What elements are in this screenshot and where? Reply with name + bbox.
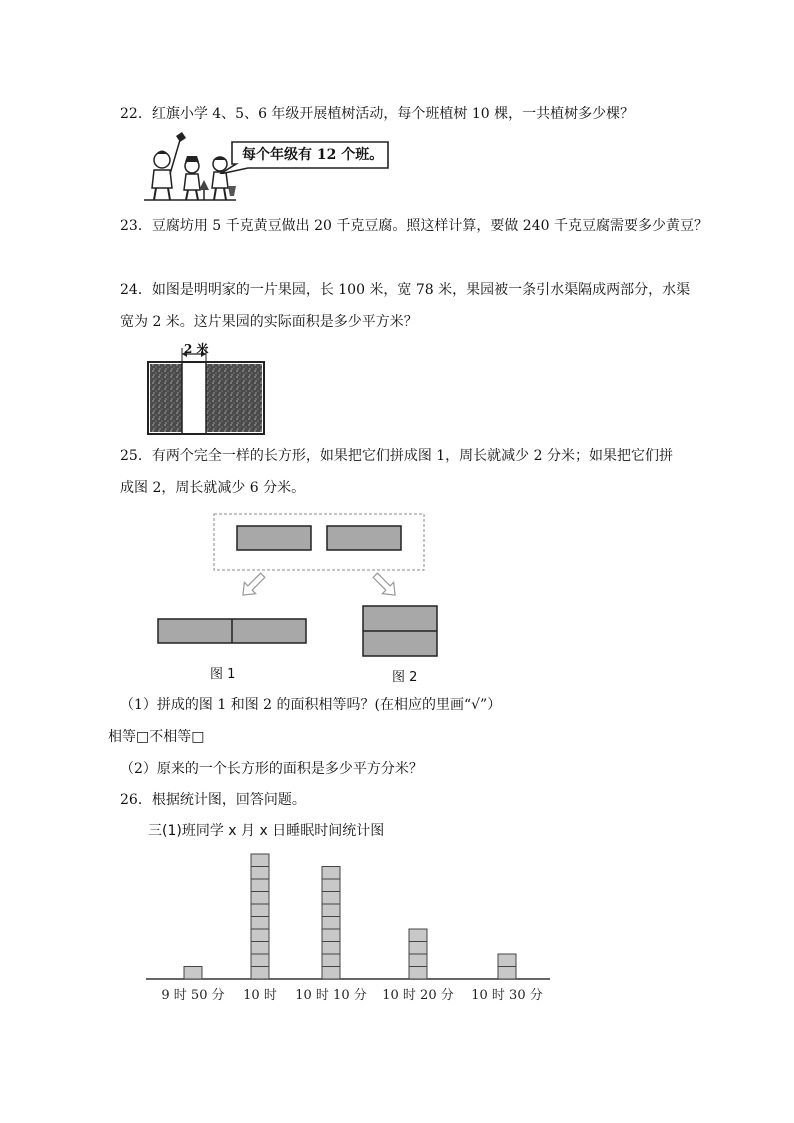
canal-width-label: 2 米: [184, 342, 209, 356]
question-25-line2: 成图 2，周长就减少 6 分米。: [120, 480, 306, 496]
bar-2: [251, 854, 269, 979]
bar-unit: [251, 867, 269, 880]
bar-unit: [322, 892, 340, 905]
bar-unit: [322, 942, 340, 955]
bar-3: [322, 867, 340, 980]
bar-unit: [251, 879, 269, 892]
question-26-text: 26．根据统计图，回答问题。: [120, 792, 306, 808]
bar-unit: [409, 967, 427, 980]
x-tick-label: 10 时: [243, 988, 277, 1003]
bar-1: [184, 967, 202, 980]
bar-unit: [251, 904, 269, 917]
bar-unit: [251, 954, 269, 967]
bar-unit: [498, 954, 516, 967]
bar-unit: [322, 867, 340, 880]
bar-unit: [322, 967, 340, 980]
bar-unit: [322, 879, 340, 892]
speech-bubble-text: 每个年级有 12 个班。: [242, 147, 384, 163]
x-tick-label: 10 时 10 分: [295, 988, 367, 1003]
chart-title: 三(1)班同学 x 月 x 日睡眠时间统计图: [148, 823, 385, 839]
question-23-text: 23．豆腐坊用 5 千克黄豆做出 20 千克豆腐。照这样计算，要做 240 千克豆腐需要多少黄豆？: [120, 218, 708, 234]
orchard-figure: [146, 340, 268, 436]
bar-unit: [184, 967, 202, 980]
bar-unit: [251, 917, 269, 930]
sleep-time-bar-chart: [140, 840, 560, 1010]
question-25-sub1: （1）拼成的图 1 和图 2 的面积相等吗？(在相应的里画“√”）: [120, 697, 502, 713]
question-25-line1: 25．有两个完全一样的长方形，如果把它们拼成图 1，周长就减少 2 分米；如果把它们拼: [120, 448, 673, 464]
original-rectangle-2: [327, 526, 401, 550]
figure1-label: 图 1: [210, 667, 236, 682]
bar-unit: [251, 967, 269, 980]
bar-unit: [251, 892, 269, 905]
bar-unit: [322, 929, 340, 942]
arrow-to-figure2-icon: [370, 570, 401, 601]
arrow-to-figure1-icon: [237, 570, 268, 601]
bar-unit: [251, 854, 269, 867]
x-tick-label: 10 时 30 分: [471, 988, 543, 1003]
speech-bubble: [232, 140, 390, 168]
bar-unit: [322, 917, 340, 930]
x-tick-label: 9 时 50 分: [161, 988, 225, 1003]
bar-unit: [322, 954, 340, 967]
bar-4: [409, 929, 427, 979]
bar-unit: [251, 929, 269, 942]
question-22-text: 22．红旗小学 4、5、6 年级开展植树活动，每个班植树 10 棵，一共植树多少棵？: [120, 106, 635, 122]
bar-unit: [251, 942, 269, 955]
bar-unit: [498, 967, 516, 980]
figure2-label: 图 2: [392, 670, 418, 685]
bar-unit: [322, 904, 340, 917]
question-25-options: 相等□不相等□: [108, 729, 205, 745]
original-rectangle-1: [237, 526, 311, 550]
question-24-line2: 宽为 2 米。这片果园的实际面积是多少平方米？: [120, 314, 418, 330]
bar-5: [498, 954, 516, 979]
bar-unit: [409, 929, 427, 942]
x-tick-label: 10 时 20 分: [382, 988, 454, 1003]
bar-unit: [409, 942, 427, 955]
question-25-sub2: （2）原来的一个长方形的面积是多少平方分米？: [120, 761, 423, 777]
bar-unit: [409, 954, 427, 967]
question-24-line1: 24．如图是明明家的一片果园，长 100 米，宽 78 米，果园被一条引水渠隔成两部分，水渠: [120, 282, 691, 298]
rectangles-figure: [150, 508, 450, 663]
